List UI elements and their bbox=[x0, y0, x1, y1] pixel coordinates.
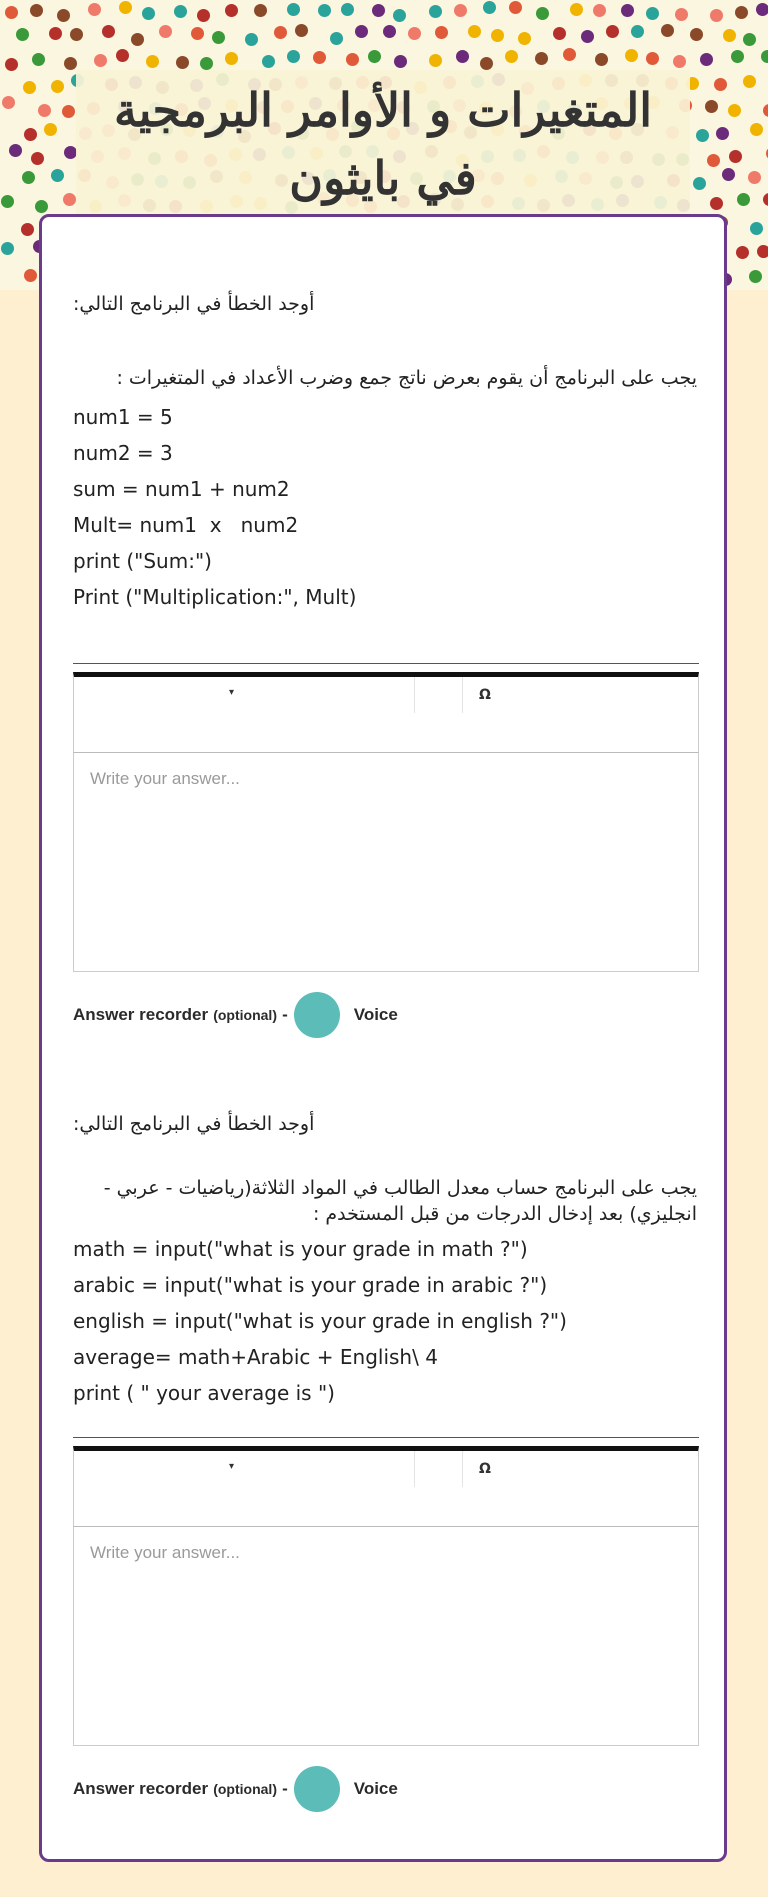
polka-dot bbox=[383, 25, 396, 38]
polka-dot bbox=[646, 7, 659, 20]
polka-dot bbox=[408, 27, 421, 40]
voice-label: Voice bbox=[353, 1005, 398, 1024]
toolbar-divider bbox=[462, 1451, 463, 1487]
polka-dot bbox=[553, 27, 566, 40]
polka-dot bbox=[696, 129, 709, 142]
polka-dot bbox=[468, 25, 481, 38]
polka-dot bbox=[722, 168, 735, 181]
polka-dot bbox=[197, 9, 210, 22]
polka-dot bbox=[454, 4, 467, 17]
polka-dot bbox=[212, 31, 225, 44]
polka-dot bbox=[1, 242, 14, 255]
answer-recorder-2 bbox=[73, 1766, 398, 1812]
polka-dot bbox=[707, 154, 720, 167]
polka-dot bbox=[480, 57, 493, 70]
polka-dot bbox=[24, 128, 37, 141]
polka-dot bbox=[341, 3, 354, 16]
toolbar-divider bbox=[414, 677, 415, 713]
code-line: print ( " your average is ") bbox=[73, 1381, 335, 1405]
polka-dot bbox=[176, 56, 189, 69]
polka-dot bbox=[757, 245, 768, 258]
polka-dot bbox=[1, 195, 14, 208]
polka-dot bbox=[675, 8, 688, 21]
editor-toolbar bbox=[73, 1446, 699, 1526]
polka-dot bbox=[200, 57, 213, 70]
polka-dot bbox=[535, 52, 548, 65]
code-line: Mult= num1 x num2 bbox=[73, 513, 299, 537]
polka-dot bbox=[24, 269, 37, 282]
polka-dot bbox=[355, 25, 368, 38]
polka-dot bbox=[483, 1, 496, 14]
recorder-label: Answer recorder bbox=[73, 1005, 209, 1024]
question-heading: أوجد الخطأ في البرنامج التالي: bbox=[73, 1113, 315, 1135]
polka-dot bbox=[9, 144, 22, 157]
polka-dot bbox=[330, 32, 343, 45]
polka-dot bbox=[318, 4, 331, 17]
polka-dot bbox=[761, 50, 768, 63]
polka-dot bbox=[346, 53, 359, 66]
polka-dot bbox=[705, 100, 718, 113]
polka-dot bbox=[38, 104, 51, 117]
polka-dot bbox=[393, 9, 406, 22]
polka-dot bbox=[119, 1, 132, 14]
polka-dot bbox=[456, 50, 469, 63]
polka-dot bbox=[593, 4, 606, 17]
polka-dot bbox=[49, 27, 62, 40]
polka-dot bbox=[763, 104, 768, 117]
polka-dot bbox=[756, 3, 768, 16]
polka-dot bbox=[372, 4, 385, 17]
code-line: num2 = 3 bbox=[73, 441, 173, 465]
polka-dot bbox=[690, 28, 703, 41]
polka-dot bbox=[710, 9, 723, 22]
polka-dot bbox=[174, 5, 187, 18]
polka-dot bbox=[16, 28, 29, 41]
polka-dot bbox=[737, 193, 750, 206]
polka-dot bbox=[736, 246, 749, 259]
title-banner bbox=[76, 70, 690, 220]
question-1 bbox=[73, 293, 697, 615]
format-dropdown-icon[interactable]: ▾ bbox=[229, 687, 235, 698]
format-dropdown-icon[interactable]: ▾ bbox=[229, 1461, 235, 1472]
polka-dot bbox=[146, 55, 159, 68]
polka-dot bbox=[505, 50, 518, 63]
polka-dot bbox=[429, 5, 442, 18]
code-line: average= math+Arabic + English\ 4 bbox=[73, 1345, 438, 1369]
polka-dot bbox=[32, 53, 45, 66]
question-description: يجب على البرنامج أن يقوم بعرض ناتج جمع وضرب الأعداد في المتغيرات : bbox=[116, 367, 697, 389]
recorder-label: Answer recorder bbox=[73, 1779, 209, 1798]
special-characters-icon[interactable]: Ω bbox=[479, 687, 491, 703]
code-line: num1 = 5 bbox=[73, 405, 173, 429]
polka-dot bbox=[750, 123, 763, 136]
polka-dot bbox=[5, 6, 18, 19]
answer-editor-2 bbox=[73, 1437, 699, 1746]
polka-dot bbox=[51, 80, 64, 93]
polka-dot bbox=[700, 53, 713, 66]
polka-dot bbox=[743, 33, 756, 46]
polka-dot bbox=[435, 26, 448, 39]
divider bbox=[73, 1437, 699, 1438]
polka-dot bbox=[631, 25, 644, 38]
polka-dot bbox=[731, 50, 744, 63]
polka-dot bbox=[581, 30, 594, 43]
code-line: Print ("Multiplication:", Mult) bbox=[73, 585, 357, 609]
polka-dot bbox=[21, 223, 34, 236]
polka-dot bbox=[743, 75, 756, 88]
polka-dot bbox=[245, 33, 258, 46]
polka-dot bbox=[710, 197, 723, 210]
page-title: المتغيرات و الأوامر البرمجية في بايثون bbox=[113, 83, 653, 205]
polka-dot bbox=[88, 3, 101, 16]
question-description: يجب على البرنامج حساب معدل الطالب في المواد الثلاثة(رياضيات - عربي - انجليزي) بعد إدخال الدرجات من قبل المستخدم : bbox=[103, 1177, 697, 1225]
polka-dot bbox=[570, 3, 583, 16]
polka-dot bbox=[518, 32, 531, 45]
polka-dot bbox=[5, 58, 18, 71]
polka-dot bbox=[748, 171, 761, 184]
polka-dot bbox=[429, 54, 442, 67]
recorder-optional: (optional) bbox=[213, 1007, 277, 1023]
polka-dot bbox=[621, 4, 634, 17]
polka-dot bbox=[563, 48, 576, 61]
polka-dot bbox=[729, 150, 742, 163]
polka-dot bbox=[287, 3, 300, 16]
answer-recorder-1 bbox=[73, 992, 398, 1038]
code-line: arabic = input("what is your grade in arabic ?") bbox=[73, 1273, 548, 1297]
polka-dot bbox=[661, 24, 674, 37]
polka-dot bbox=[102, 25, 115, 38]
question-2 bbox=[73, 1113, 697, 1411]
code-line: math = input("what is your grade in math ?") bbox=[73, 1237, 528, 1261]
polka-dot bbox=[595, 53, 608, 66]
polka-dot bbox=[606, 25, 619, 38]
editor-toolbar bbox=[73, 672, 699, 752]
recorder-optional: (optional) bbox=[213, 1781, 277, 1797]
polka-dot bbox=[714, 78, 727, 91]
polka-dot bbox=[368, 50, 381, 63]
polka-dot bbox=[64, 146, 77, 159]
worksheet-card bbox=[39, 214, 727, 1862]
polka-dot bbox=[749, 270, 762, 283]
polka-dot bbox=[225, 4, 238, 17]
answer-editor-1 bbox=[73, 663, 699, 972]
polka-dot bbox=[94, 54, 107, 67]
toolbar-divider bbox=[414, 1451, 415, 1487]
polka-dot bbox=[750, 222, 763, 235]
polka-dot bbox=[509, 1, 522, 14]
polka-dot bbox=[142, 7, 155, 20]
polka-dot bbox=[70, 28, 83, 41]
polka-dot bbox=[22, 171, 35, 184]
polka-dot bbox=[225, 52, 238, 65]
polka-dot bbox=[31, 152, 44, 165]
record-button[interactable] bbox=[294, 992, 340, 1038]
code-line: sum = num1 + num2 bbox=[73, 477, 290, 501]
polka-dot bbox=[159, 25, 172, 38]
polka-dot bbox=[491, 29, 504, 42]
polka-dot bbox=[131, 33, 144, 46]
polka-dot bbox=[254, 4, 267, 17]
polka-dot bbox=[57, 9, 70, 22]
polka-dot bbox=[735, 6, 748, 19]
polka-dot bbox=[62, 105, 75, 118]
polka-dot bbox=[313, 51, 326, 64]
polka-dot bbox=[673, 55, 686, 68]
polka-dot bbox=[35, 200, 48, 213]
code-line: print ("Sum:") bbox=[73, 549, 212, 573]
toolbar-divider bbox=[462, 677, 463, 713]
answer-input[interactable] bbox=[73, 1526, 699, 1746]
polka-dot bbox=[728, 104, 741, 117]
code-block bbox=[73, 399, 697, 615]
recorder-dash: - bbox=[282, 1779, 288, 1798]
polka-dot bbox=[287, 50, 300, 63]
polka-dot bbox=[63, 193, 76, 206]
code-line: english = input("what is your grade in english ?") bbox=[73, 1309, 567, 1333]
polka-dot bbox=[394, 55, 407, 68]
answer-input[interactable] bbox=[73, 752, 699, 972]
code-block bbox=[73, 1231, 697, 1411]
polka-dot bbox=[23, 81, 36, 94]
polka-dot bbox=[191, 27, 204, 40]
polka-dot bbox=[64, 57, 77, 70]
polka-dot bbox=[693, 177, 706, 190]
voice-label: Voice bbox=[353, 1779, 398, 1798]
polka-dot bbox=[274, 26, 287, 39]
polka-dot bbox=[44, 123, 57, 136]
polka-dot bbox=[536, 7, 549, 20]
record-button[interactable] bbox=[294, 1766, 340, 1812]
special-characters-icon[interactable]: Ω bbox=[479, 1461, 491, 1477]
polka-dot bbox=[716, 127, 729, 140]
recorder-dash: - bbox=[282, 1005, 288, 1024]
polka-dot bbox=[30, 4, 43, 17]
polka-dot bbox=[625, 49, 638, 62]
polka-dot bbox=[2, 96, 15, 109]
polka-dot bbox=[763, 193, 768, 206]
polka-dot bbox=[646, 52, 659, 65]
polka-dot bbox=[262, 55, 275, 68]
polka-dot bbox=[723, 29, 736, 42]
polka-dot bbox=[116, 49, 129, 62]
polka-dot bbox=[295, 24, 308, 37]
polka-dot bbox=[51, 169, 64, 182]
question-heading: أوجد الخطأ في البرنامج التالي: bbox=[73, 293, 315, 315]
divider bbox=[73, 663, 699, 664]
